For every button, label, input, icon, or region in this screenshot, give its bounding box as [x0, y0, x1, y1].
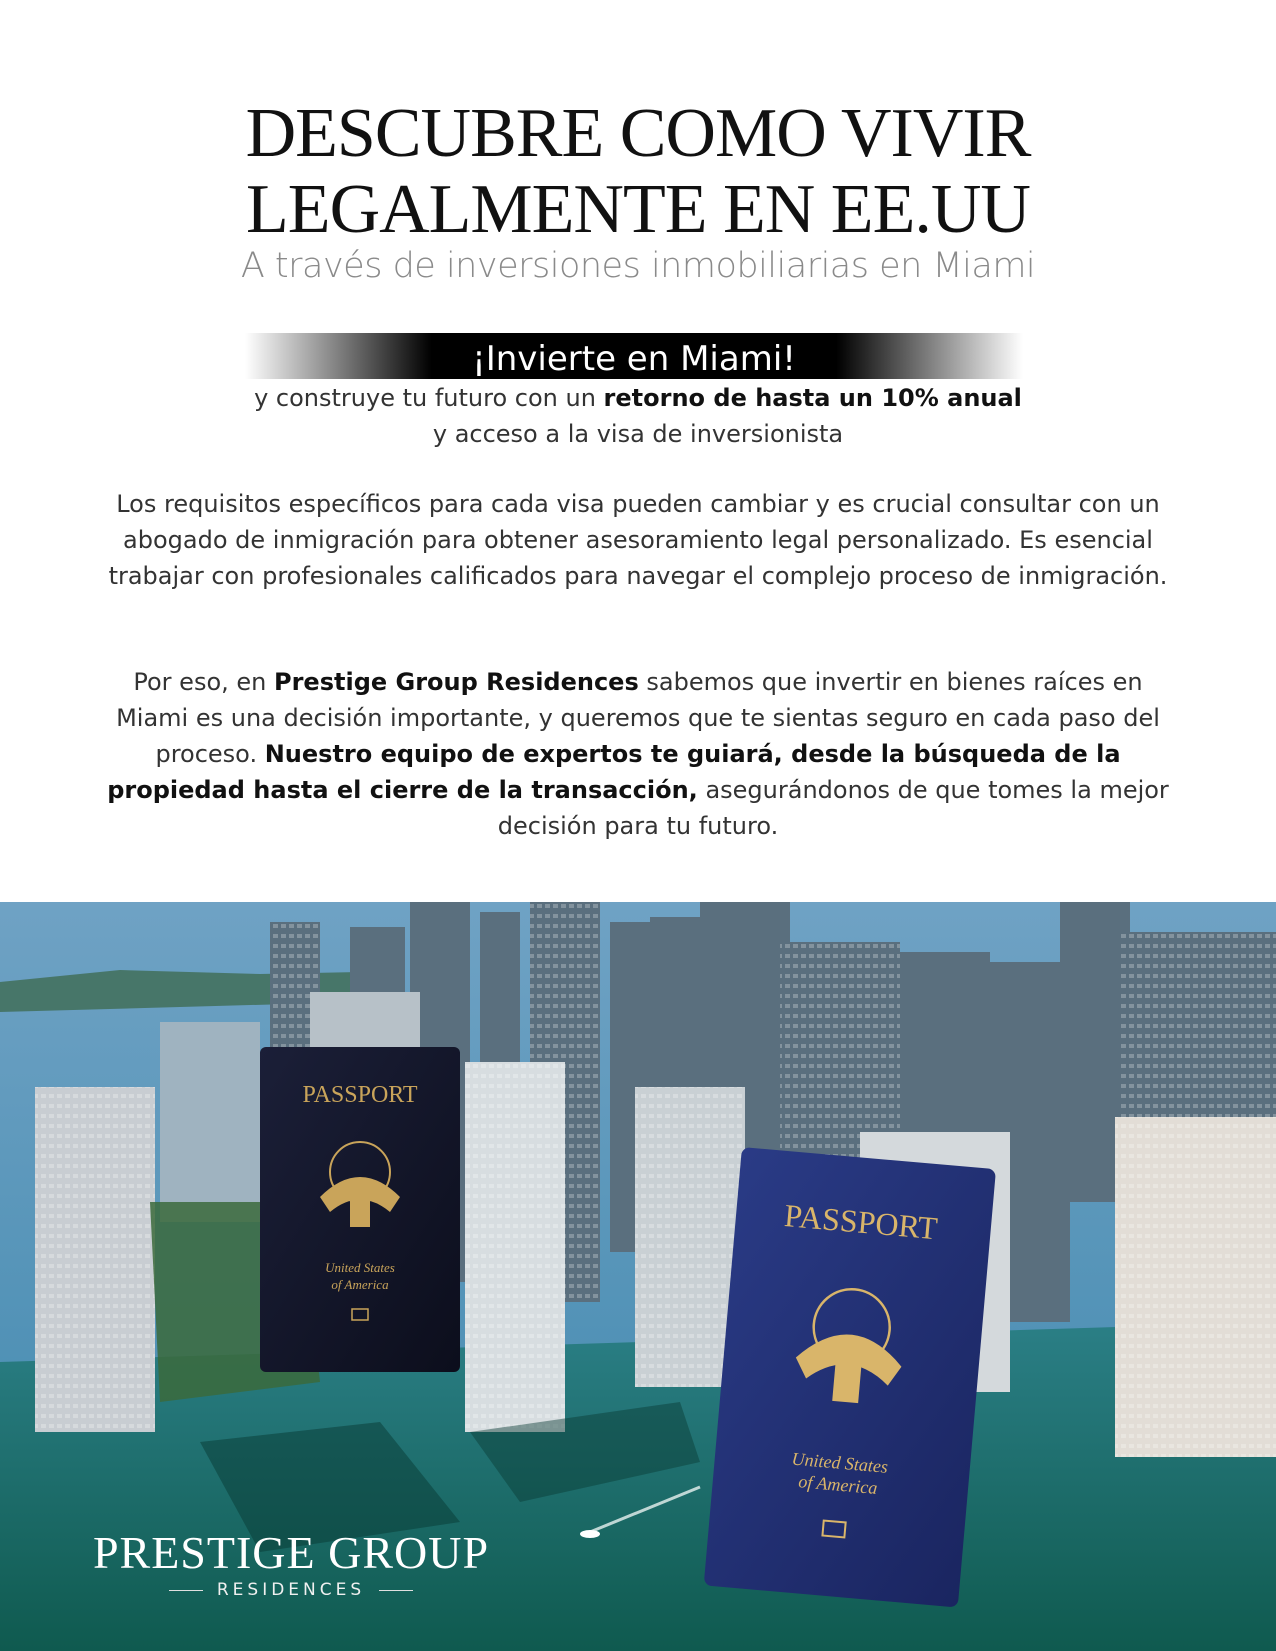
para2-highlight: Nuestro equipo de expertos te guiará, desde la búsqueda de la propiedad hasta el cierre de la transacción, [107, 740, 1121, 804]
para2-text-2: sabemos que invertir en bienes raíces en Miami es una decisión importante, y queremos que te sientas seguro en cada paso del proceso. [116, 668, 1160, 768]
boat-icon [580, 1530, 600, 1538]
logo-sub-text: RESIDENCES [216, 1580, 366, 1600]
right-passport-country-2: of America [797, 1471, 879, 1499]
left-passport-country-2: of America [331, 1277, 389, 1292]
logo-rule-left [169, 1590, 203, 1591]
tagline-text: y construye tu futuro con un [254, 384, 604, 412]
para2-text-1: Por eso, en [133, 668, 274, 696]
invest-banner: ¡Invierte en Miami! [245, 333, 1023, 379]
tagline-highlight: retorno de hasta un 10% anual [603, 384, 1022, 412]
left-passport-country-1: United States [325, 1260, 395, 1275]
logo-main-text: PRESTIGE GROUP [92, 1527, 490, 1578]
logo-sub [82, 1580, 500, 1600]
logo-rule-right [379, 1590, 413, 1591]
para2-company-name: Prestige Group Residences [274, 668, 639, 696]
right-passport-country-1: United States [790, 1448, 889, 1477]
tagline-line-2: y acceso a la visa de inversionista [432, 420, 844, 448]
paragraph-requirements: Los requisitos específicos para cada visa pueden cambiar y es crucial consultar con un abogado de inmigración para obtener asesoramiento legal personalizado. Es esencial trabajar con profesionales calificados para navegar el complejo proceso de inmigración. [108, 490, 1168, 590]
left-passport-label: PASSPORT [302, 1082, 418, 1108]
tagline [0, 380, 1276, 452]
paragraph-prestige [100, 664, 1176, 844]
title-line-2: LEGALMENTE EN EE.UU [246, 171, 1030, 248]
page-subtitle: A través de inversiones inmobiliarias en Miami [240, 246, 1036, 286]
prestige-group-logo [82, 1528, 500, 1600]
page-title [0, 96, 1276, 248]
right-passport-label: PASSPORT [782, 1197, 939, 1247]
title-line-1: DESCUBRE COMO VIVIR [245, 95, 1031, 172]
para2-text-3: asegurándonos de que tomes la mejor decisión para tu futuro. [497, 776, 1169, 840]
